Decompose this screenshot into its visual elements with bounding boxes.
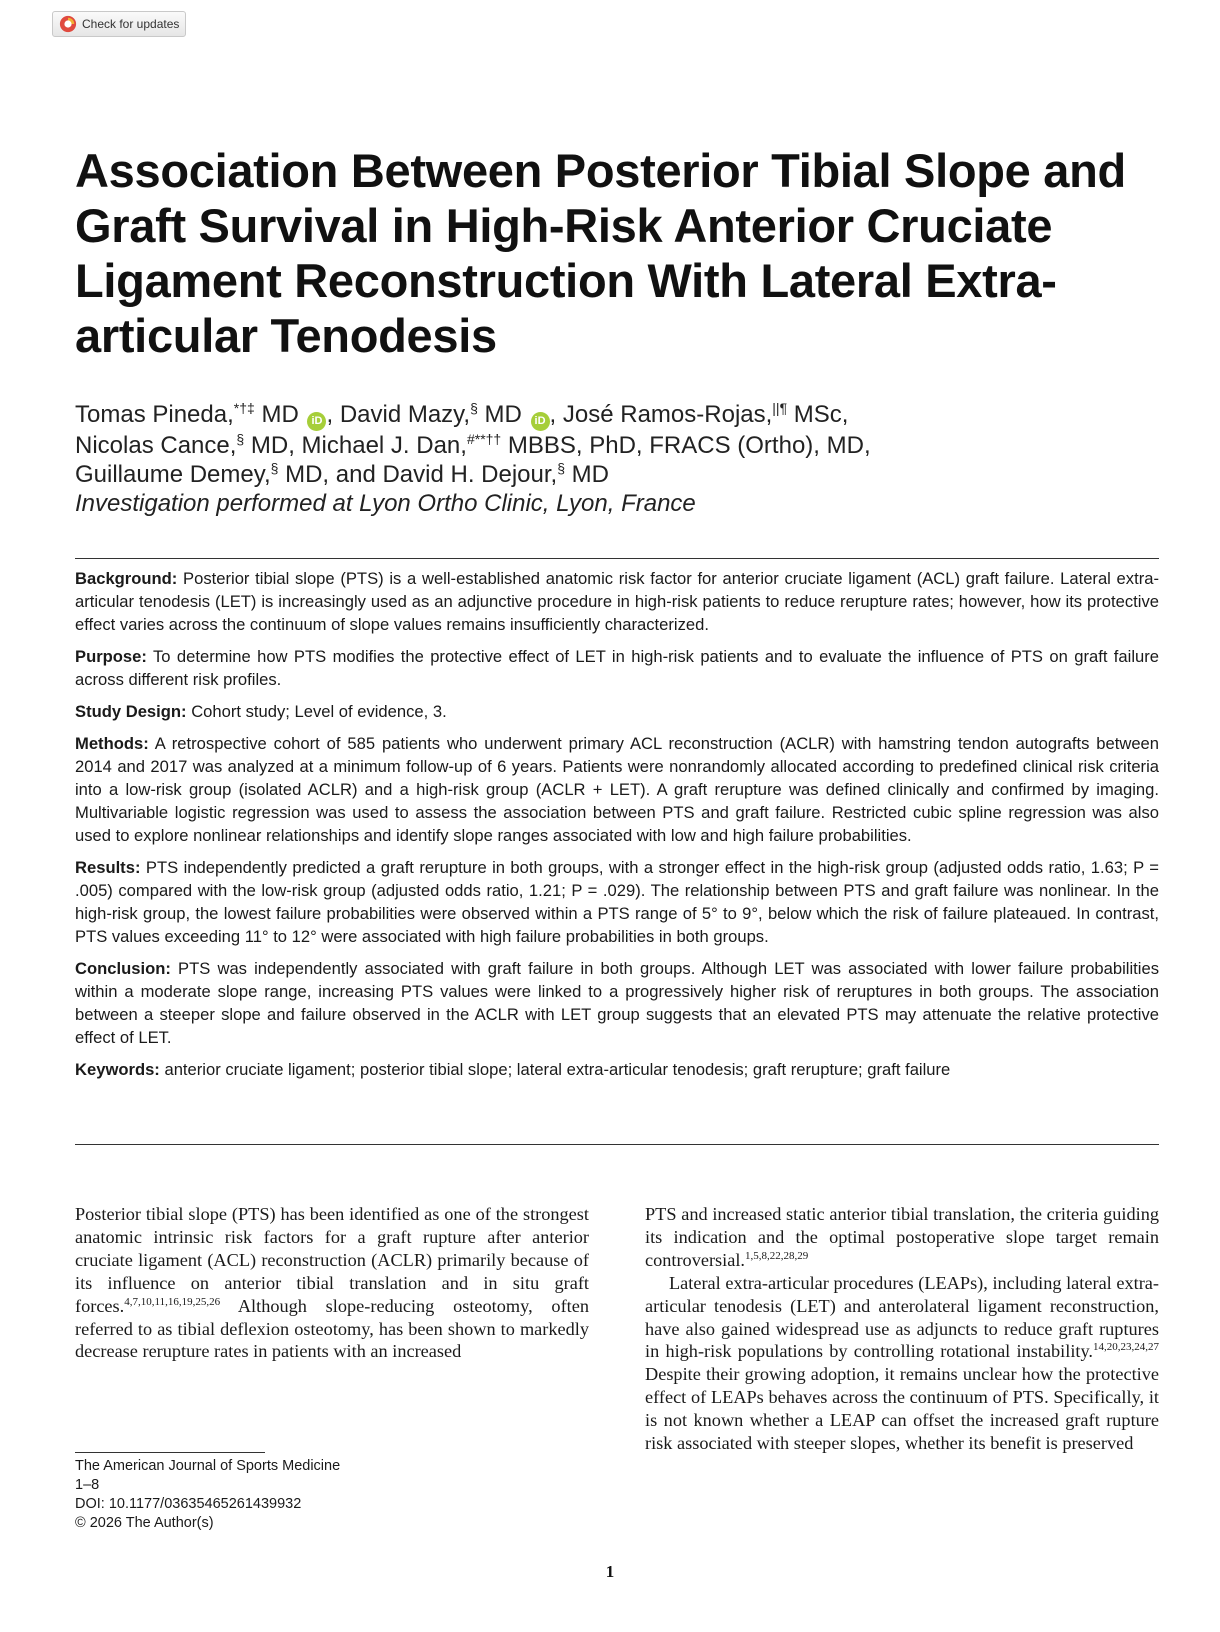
doi-link[interactable]: DOI: 10.1177/03635465261439932 (75, 1496, 302, 1512)
author-degree: MBBS, PhD, FRACS (Ortho), MD, (501, 432, 871, 459)
citation-refs[interactable]: 4,7,10,11,16,19,25,26 (124, 1295, 221, 1308)
journal-info (75, 1457, 340, 1533)
author-name: Tomas Pineda, (75, 401, 234, 428)
author-name: José Ramos-Rojas, (562, 401, 773, 428)
check-for-updates-label: Check for updates (82, 17, 180, 31)
author-name: Guillaume Demey, (75, 461, 271, 488)
section-text: PTS independently predicted a graft rerupture in both groups, with a stronger effect in the high-risk group (adjusted odds ratio, 1.63; P = .005) compared with the low-risk group (adjusted odds ratio, 1.21; P = .029). The relationship between PTS and graft failure was nonlinear. In the high-risk group, the lowest failure probabilities were observed within a PTS range of 5° to 9°, below which the risk of failure plateaued. In contrast, PTS values exceeding 11° to 12° were associated with high failure probabilities in both groups. (75, 858, 1159, 946)
orcid-icon[interactable]: iD (307, 412, 326, 431)
author-affiliation-marks: § (270, 460, 279, 476)
body-text: Although slope-reducing osteotomy, often referred to as tibial deflexion osteotomy, has been shown to markedly decrease rerupture rates in patients with an increased (75, 1295, 589, 1362)
copyright: © 2026 The Author(s) (75, 1515, 214, 1531)
author-affiliation-marks: ||¶ (772, 400, 788, 416)
body-paragraph (645, 1272, 1159, 1455)
page-number: 1 (605, 1562, 615, 1581)
abstract-bottom-divider (75, 1144, 1159, 1145)
institution-line: Investigation performed at Lyon Ortho Clinic, Lyon, France (75, 490, 696, 517)
author-degree: MD (477, 401, 522, 428)
author-degree: MSc, (787, 401, 849, 428)
section-label: Purpose: (75, 647, 147, 666)
author-degree: MD, and (278, 461, 376, 488)
section-label: Conclusion: (75, 959, 171, 978)
footnote-divider (75, 1452, 265, 1453)
page-range: 1–8 (75, 1477, 100, 1493)
author-name: David H. Dejour, (382, 461, 558, 488)
section-label: Results: (75, 858, 141, 877)
section-label: Background: (75, 569, 178, 588)
abstract-conclusion (75, 957, 1159, 1049)
abstract-background (75, 567, 1159, 636)
body-column-right (645, 1203, 1159, 1455)
author-degree: MD (565, 461, 610, 488)
article-title: Association Between Posterior Tibial Slope and Graft Survival in High-Risk Anterior Cruciate Ligament Reconstruction With Lateral Extra-articular Tenodesis (75, 144, 1126, 362)
body-text: PTS and increased static anterior tibial translation, the criteria guiding its indication and the optimal postoperative slope target remain controversial. (645, 1204, 1159, 1270)
section-text: A retrospective cohort of 585 patients who underwent primary ACL reconstruction (ACLR) with hamstring tendon autografts between 2014 and 2017 was analyzed at a minimum follow-up of 6 years. Patients were nonrandomly allocated according to predefined clinical risk criteria into a low-risk group (isolated ACLR) and a high-risk group (ACLR + LET). A graft rerupture was defined clinically and confirmed by imaging. Multivariable logistic regression was used to assess the association between PTS and graft failure. Restricted cubic spline regression was also used to explore nonlinear relationships and identify slope ranges associated with low and high failure probabilities. (75, 734, 1160, 845)
abstract (75, 567, 1159, 1090)
section-text: anterior cruciate ligament; posterior tibial slope; lateral extra-articular tenodesis; graft rerupture; graft failure (164, 1060, 951, 1079)
body-text: Despite their growing adoption, it remains unclear how the protective effect of LEAPs behaves across the continuum of PTS. Specifically, it is not known whether a LEAP can offset the increased graft rupture risk associated with steeper slopes, whether its benefit is preserved (645, 1364, 1159, 1454)
body-paragraph (645, 1203, 1159, 1272)
author-affiliation-marks: *†‡ (233, 400, 255, 416)
abstract-keywords (75, 1058, 1159, 1081)
citation-refs[interactable]: 14,20,23,24,27 (1093, 1341, 1159, 1354)
abstract-top-divider (75, 558, 1159, 559)
author-affiliation-marks: #**†† (466, 431, 502, 447)
author-name: Michael J. Dan, (301, 432, 467, 459)
body-paragraph (75, 1203, 589, 1363)
body-text: Lateral extra-articular procedures (LEAPs), including lateral extra-articular tenodesis (LET) and anterolateral ligament reconstruction, have also gained widespread use as adjuncts to reduce graft ruptures in high-risk populations by controlling rotational instability. (645, 1272, 1159, 1362)
abstract-results (75, 856, 1159, 948)
author-degree: MD, (244, 432, 295, 459)
section-text: To determine how PTS modifies the protective effect of LET in high-risk patients and to evaluate the influence of PTS on graft failure across different risk profiles. (75, 647, 1160, 689)
abstract-study-design (75, 700, 1159, 723)
section-label: Study Design: (75, 702, 187, 721)
section-text: PTS was independently associated with graft failure in both groups. Although LET was associated with lower failure probabilities within a moderate slope range, increasing PTS values were linked to a progressively higher risk of reruptures in both groups. The association between a steeper slope and failure observed in the ACLR with LET group suggests that an elevated PTS may attenuate the relative protective effect of LET. (75, 959, 1159, 1047)
author-affiliation-marks: § (236, 431, 245, 447)
journal-name: The American Journal of Sports Medicine (75, 1458, 341, 1474)
abstract-purpose (75, 645, 1159, 691)
section-label: Keywords: (75, 1060, 160, 1079)
section-text: Cohort study; Level of evidence, 3. (191, 702, 447, 721)
check-for-updates-button[interactable] (52, 11, 186, 37)
section-label: Methods: (75, 734, 149, 753)
author-list: Tomas Pineda,*†‡ MD iD , David Mazy,§ MD iD , José Ramos-Rojas,||¶ MSc, Nicolas Cance,§ MD, Michael J. Dan,#**†† MBBS, PhD, FRACS (Ortho), MD, Guillaume Demey,§ MD, and David H. Dejour,§ MD (75, 400, 871, 488)
author-affiliation-marks: § (470, 400, 478, 416)
author-affiliation-marks: § (557, 460, 566, 476)
author-name: David Mazy, (339, 401, 471, 428)
author-name: Nicolas Cance, (75, 432, 237, 459)
crossmark-icon (59, 15, 77, 33)
body-text: Posterior tibial slope (PTS) has been identified as one of the strongest anatomic intrinsic risk factors for a graft rupture after anterior cruciate ligament (ACL) reconstruction (ACLR) primarily because of its influence on anterior tibial translation and in situ graft forces. (75, 1204, 589, 1316)
section-text: Posterior tibial slope (PTS) is a well-established anatomic risk factor for anterior cruciate ligament (ACL) graft failure. Lateral extra-articular tenodesis (LET) is increasingly used as an adjunctive procedure in high-risk patients to reduce rerupture rates; however, how its protective effect varies across the continuum of slope values remains insufficiently characterized. (75, 569, 1159, 634)
abstract-methods (75, 732, 1159, 847)
body-column-left (75, 1203, 589, 1363)
author-degree: MD (254, 401, 299, 428)
orcid-icon[interactable]: iD (531, 412, 550, 431)
citation-refs[interactable]: 1,5,8,22,28,29 (745, 1249, 809, 1262)
